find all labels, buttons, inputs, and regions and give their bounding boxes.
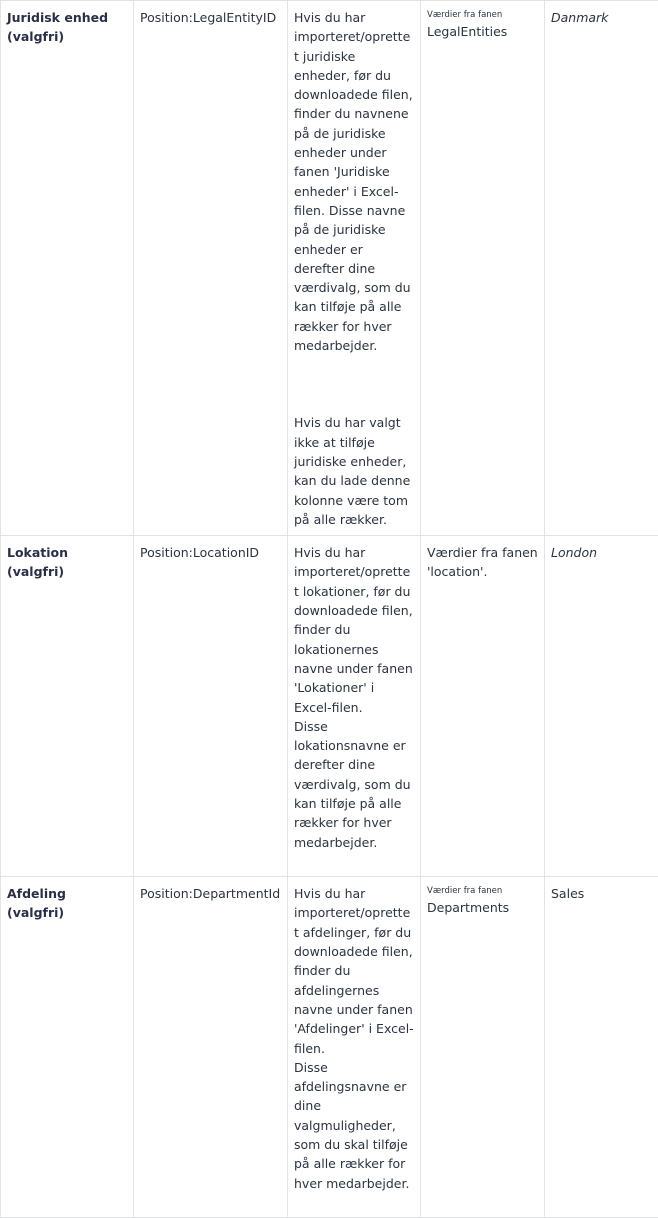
example-cell: London [545,536,658,877]
values-prefix: Værdier fra fanen [427,8,538,22]
values-cell [421,877,545,1218]
description-paragraph: Disse lokationsnavne er derefter dine værdivalg, som du kan tilføje på alle rækker for hver medarbejder. [294,717,414,852]
description-cell [288,1,421,536]
values-tab-name: LegalEntities [427,22,538,41]
field-name-cell: Afdeling (valgfri) [1,877,134,1218]
table-row [1,536,658,877]
description-paragraph: Hvis du har importeret/oprettet afdelinger, før du downloadede filen, finder du afdelingernes navne under fanen 'Afdelinger' i Excel-filen. [294,884,414,1058]
field-name-cell: Juridisk enhed (valgfri) [1,1,134,536]
field-name-cell: Lokation (valgfri) [1,536,134,877]
description-paragraph: Hvis du har importeret/oprettet juridiske enheder, før du downloadede filen, finder du navnene på de juridiske enheder under fanen 'Juridiske enheder' i Excel-filen. Disse navne på de juridiske enheder er derefter dine værdivalg, som du kan tilføje på alle rækker for hver medarbejder. [294,8,414,355]
values-tab-name: Departments [427,898,538,917]
example-cell: Danmark [545,1,658,536]
table-row [1,1,658,536]
description-paragraph: Hvis du har valgt ikke at tilføje juridiske enheder, kan du lade denne kolonne være tom på alle rækker. [294,413,414,529]
values-cell: Værdier fra fanen 'location'. [421,536,545,877]
values-prefix: Værdier fra fanen [427,884,538,898]
description-paragraph: Disse afdelingsnavne er dine valgmuligheder, som du skal tilføje på alle rækker for hver medarbejder. [294,1058,414,1193]
column-id-cell: Position:LegalEntityID [134,1,288,536]
column-id-cell: Position:DepartmentId [134,877,288,1218]
description-paragraph: Hvis du har importeret/oprettet lokationer, før du downloadede filen, finder du lokationernes navne under fanen 'Lokationer' i Excel-filen. [294,543,414,717]
example-cell: Sales [545,877,658,1218]
values-cell [421,1,545,536]
paragraph-spacer [294,355,414,413]
column-id-cell: Position:LocationID [134,536,288,877]
description-cell [288,877,421,1218]
table-row [1,877,658,1218]
description-cell [288,536,421,877]
